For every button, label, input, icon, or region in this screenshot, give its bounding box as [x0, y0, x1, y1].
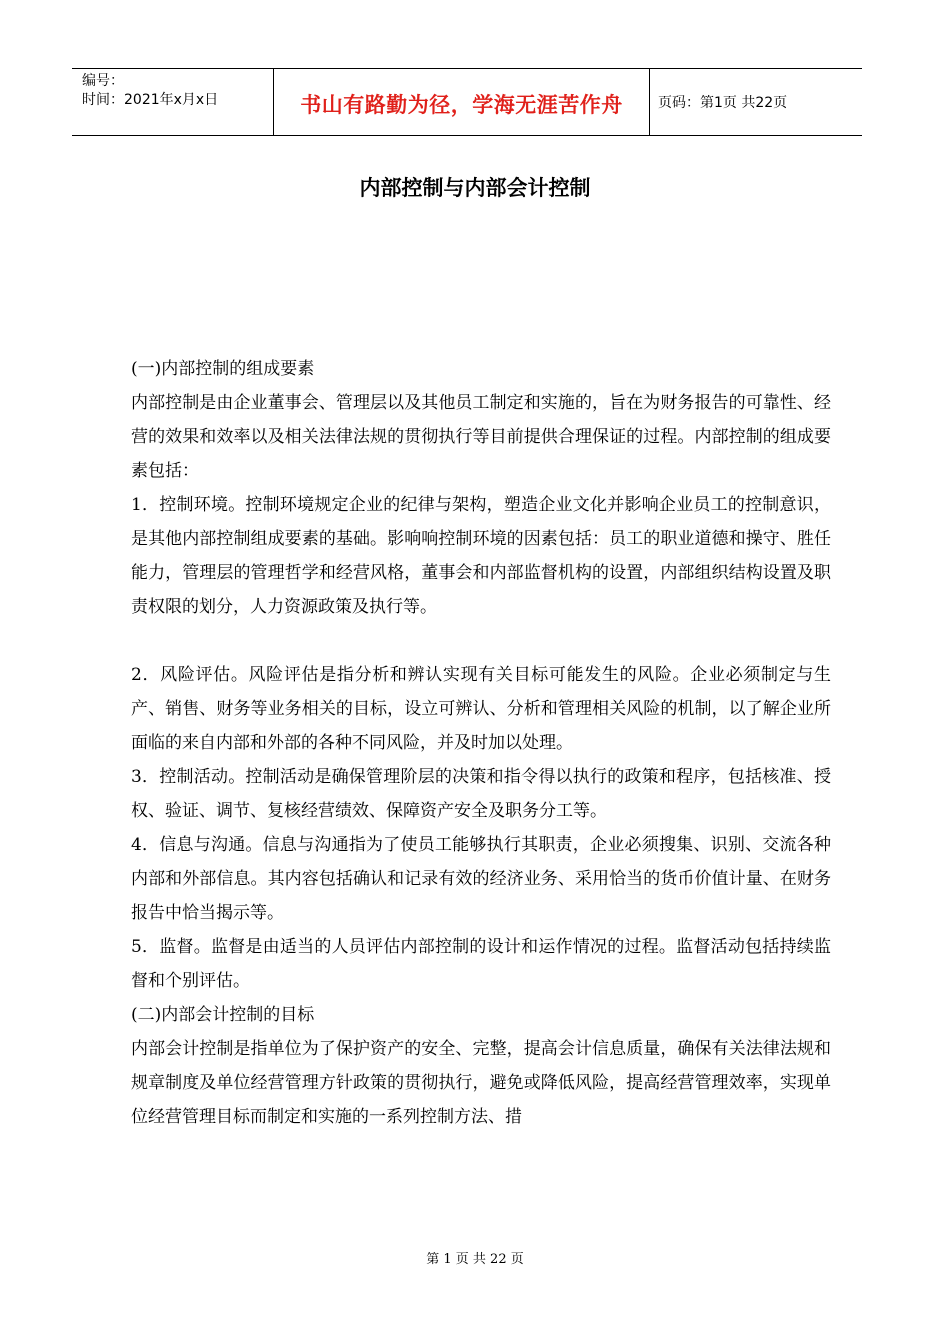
header-motto: 书山有路勤为径，学海无涯苦作舟	[300, 93, 623, 117]
header-meta-cell	[72, 69, 274, 135]
document-body	[131, 352, 831, 1134]
body-paragraph: 5．监督。监督是由适当的人员评估内部控制的设计和运作情况的过程。监督活动包括持续监督和个别评估。	[131, 937, 831, 991]
document-number-label: 编号：	[82, 73, 124, 89]
header-table	[72, 68, 862, 136]
body-paragraph: 3．控制活动。控制活动是确保管理阶层的决策和指令得以执行的政策和程序，包括核准、授权、验证、调节、复核经营绩效、保障资产安全及职务分工等。	[131, 767, 831, 821]
body-paragraph: 内部会计控制是指单位为了保护资产的安全、完整，提高会计信息质量，确保有关法律法规和规章制度及单位经营管理方针政策的贯彻执行，避免或降低风险，提高经营管理效率，实现单位经营管理目标而制定和实施的一系列控制方法、措	[131, 1039, 831, 1127]
body-paragraph: 内部控制是由企业董事会、管理层以及其他员工制定和实施的，旨在为财务报告的可靠性、经营的效果和效率以及相关法律法规的贯彻执行等目前提供合理保证的过程。内部控制的组成要素包括：	[131, 393, 831, 481]
header-page-cell	[650, 69, 862, 135]
section-heading: (二)内部会计控制的目标	[131, 1005, 315, 1025]
blank-line	[131, 624, 831, 658]
header-page-info: 页码：第1页 共22页	[658, 95, 788, 111]
header-motto-cell	[274, 69, 650, 135]
body-paragraph: 2．风险评估。风险评估是指分析和辨认实现有关目标可能发生的风险。企业必须制定与生产、销售、财务等业务相关的目标，设立可辨认、分析和管理相关风险的机制，以了解企业所面临的来自内部和外部的各种不同风险，并及时加以处理。	[131, 665, 831, 753]
page-footer: 第 1 页 共 22 页	[426, 1252, 524, 1267]
body-paragraph: 1．控制环境。控制环境规定企业的纪律与架构，塑造企业文化并影响企业员工的控制意识，是其他内部控制组成要素的基础。影响响控制环境的因素包括：员工的职业道德和操守、胜任能力，管理层的管理哲学和经营风格，董事会和内部监督机构的设置，内部组织结构设置及职责权限的划分，人力资源政策及执行等。	[131, 495, 831, 617]
document-title: 内部控制与内部会计控制	[359, 176, 591, 200]
section-heading: (一)内部控制的组成要素	[131, 359, 315, 379]
body-paragraph: 4．信息与沟通。信息与沟通指为了使员工能够执行其职责，企业必须搜集、识别、交流各种内部和外部信息。其内容包括确认和记录有效的经济业务、采用恰当的货币价值计量、在财务报告中恰当揭示等。	[131, 835, 831, 923]
document-date: 时间：2021年x月x日	[82, 92, 219, 108]
